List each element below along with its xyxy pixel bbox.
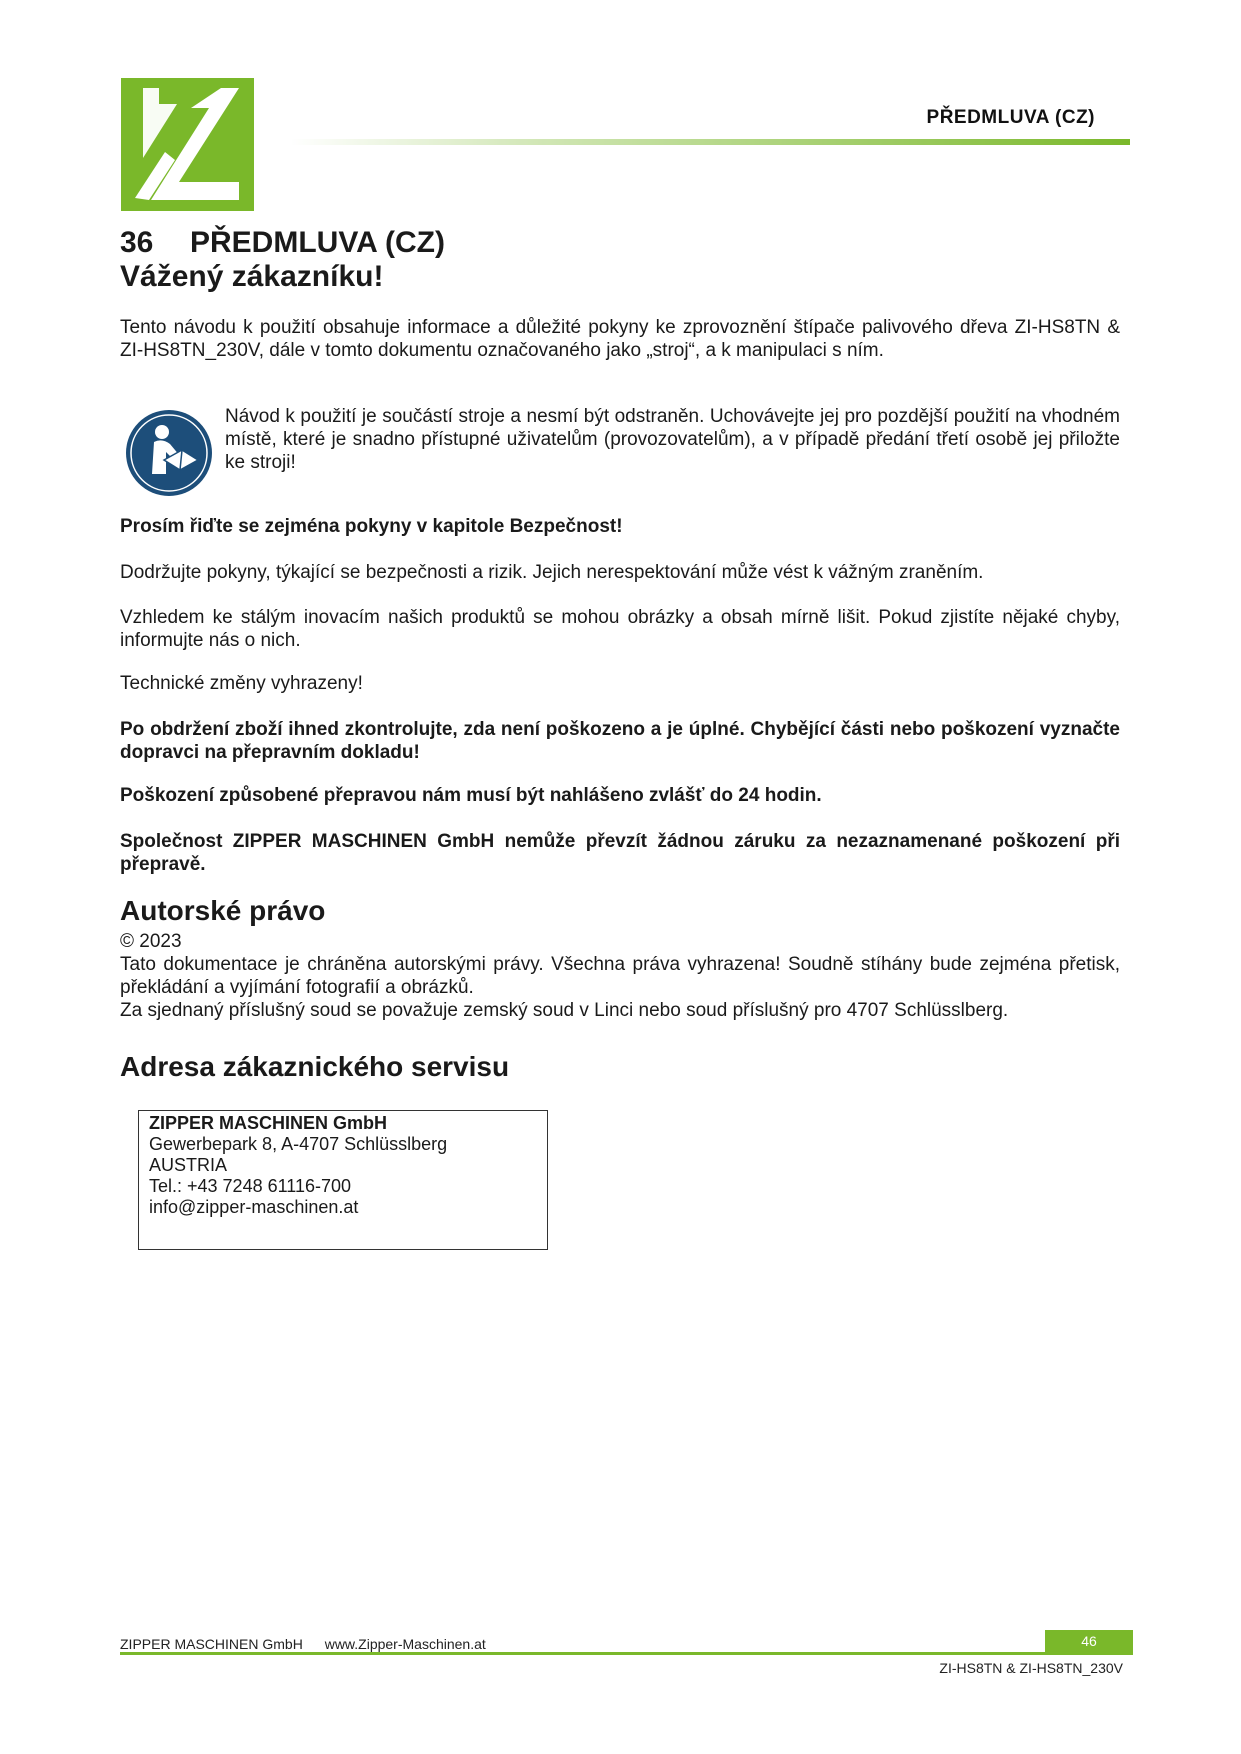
footer-website: www.Zipper-Maschinen.at [324, 1636, 486, 1652]
safety-note: Prosím řiďte se zejména pokyny v kapitole Bezpečnost! [120, 516, 623, 537]
footer-company: ZIPPER MASCHINEN GmbH [120, 1636, 303, 1652]
chapter-heading [120, 226, 1120, 260]
risks-paragraph: Dodržujte pokyny, týkající se bezpečnosti a rizik. Jejich nerespektování může vést k vážným zraněním. [120, 562, 984, 583]
address-street: Gewerbepark 8, A-4707 Schlüsslberg [149, 1134, 448, 1154]
chapter-title: PŘEDMLUVA (CZ) [190, 226, 445, 259]
header-section-title: PŘEDMLUVA (CZ) [926, 107, 1095, 128]
footer-divider [120, 1652, 1133, 1655]
address-country: AUSTRIA [149, 1155, 228, 1175]
zipper-logo [121, 78, 254, 211]
copyright-heading: Autorské právo [120, 895, 326, 926]
service-heading: Adresa zákaznického servisu [120, 1051, 510, 1082]
footer-model: ZI-HS8TN & ZI-HS8TN_230V [939, 1660, 1123, 1676]
footer-left [120, 1636, 504, 1652]
check-paragraph: Po obdržení zboží ihned zkontrolujte, zda není poškozeno a je úplné. Chybějící části nebo poškození vyznačte dopravci na přepravním dokladu! [120, 719, 1120, 763]
address-box [138, 1110, 548, 1250]
address-email: info@zipper-maschinen.at [149, 1197, 359, 1217]
address-phone: Tel.: +43 7248 61116-700 [149, 1176, 351, 1196]
header-divider [290, 139, 1130, 145]
warranty-paragraph: Společnost ZIPPER MASCHINEN GmbH nemůže převzít žádnou záruku za nezaznamenané poškození při přepravě. [120, 831, 1120, 875]
copyright-year: © 2023 [120, 931, 182, 952]
report-paragraph: Poškození způsobené přepravou nám musí být nahlášeno zvlášť do 24 hodin. [120, 785, 822, 806]
read-manual-icon [124, 408, 214, 498]
notice-text: Návod k použití je součástí stroje a nesmí být odstraněn. Uchovávejte jej pro pozdější použití na vhodném místě, které je snadno přístupné uživatelům (provozovatelům), a v případě předání třetí osobě jej přiložte ke stroji! [225, 406, 1120, 473]
chapter-number: 36 [120, 226, 154, 259]
intro-paragraph: Tento návodu k použití obsahuje informace a důležité pokyny ke zprovoznění štípače palivového dřeva ZI-HS8TN & ZI-HS8TN_230V, dále v tomto dokumentu označovaného jako „stroj“, a k manipulaci s ním. [120, 317, 1120, 361]
changes-paragraph: Technické změny vyhrazeny! [120, 673, 363, 694]
innovation-paragraph: Vzhledem ke stálým inovacím našich produktů se mohou obrázky a obsah mírně lišit. Pokud zjistíte nějaké chyby, informujte nás o nich. [120, 607, 1120, 651]
jurisdiction-text: Za sjednaný příslušný soud se považuje zemský soud v Linci nebo soud příslušný pro 4707 Schlüsslberg. [120, 1000, 1009, 1021]
address-company: ZIPPER MASCHINEN GmbH [149, 1113, 388, 1133]
page-number: 46 [1045, 1630, 1133, 1652]
salutation: Vážený zákazníku! [120, 260, 384, 293]
copyright-text: Tato dokumentace je chráněna autorskými právy. Všechna práva vyhrazena! Soudně stíhány bude zejména přetisk, překládání a vyjímání fotografií a obrázků. [120, 954, 1120, 998]
